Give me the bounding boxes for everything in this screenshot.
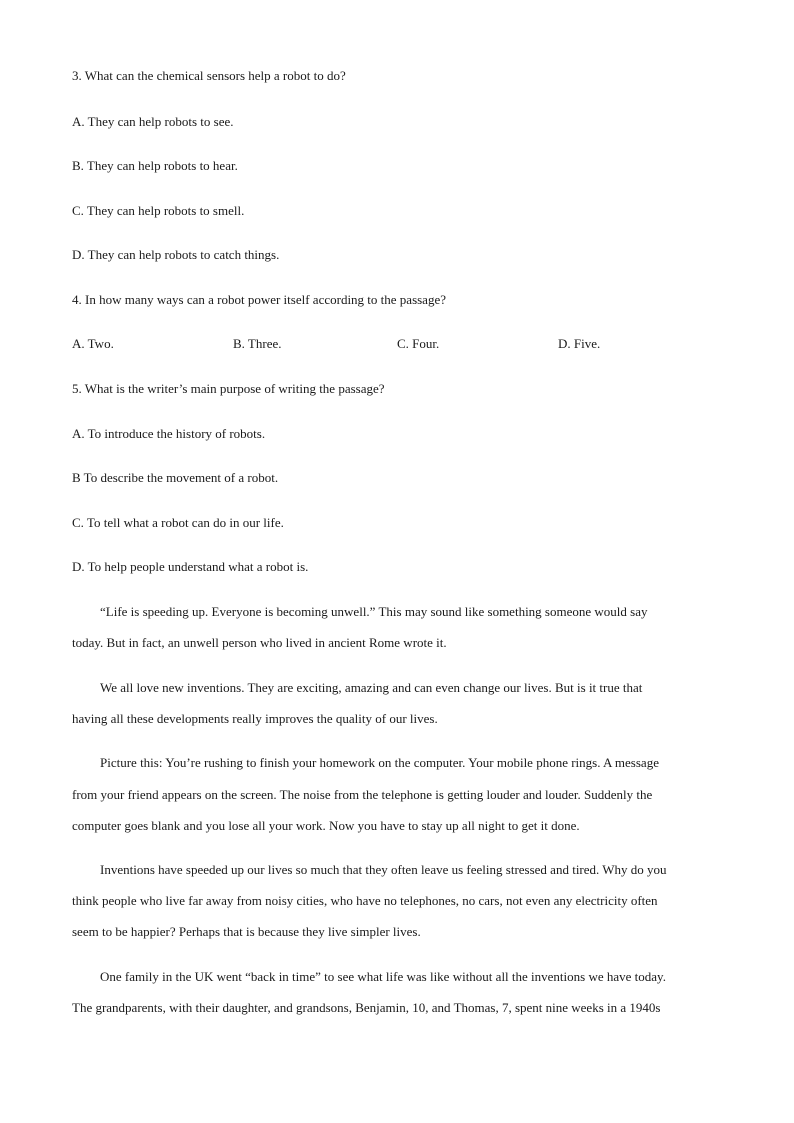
passage-paragraph-1-line-1: “Life is speeding up. Everyone is becoming unwell.” This may sound like something someone would say	[100, 604, 648, 619]
question-5-option-b: B To describe the movement of a robot.	[72, 470, 279, 485]
question-3-stem: 3. What can the chemical sensors help a robot to do?	[72, 68, 346, 83]
passage-paragraph-5-line-2: The grandparents, with their daughter, and grandsons, Benjamin, 10, and Thomas, 7, spent nine weeks in a 1940s	[72, 1000, 661, 1015]
question-5-option-a: A. To introduce the history of robots.	[72, 426, 266, 441]
question-4-option-c: C. Four.	[397, 336, 440, 351]
question-5-stem: 5. What is the writer’s main purpose of writing the passage?	[72, 381, 385, 396]
passage-paragraph-3-line-3: computer goes blank and you lose all your work. Now you have to stay up all night to get it done.	[72, 818, 580, 833]
passage-paragraph-4-line-1: Inventions have speeded up our lives so much that they often leave us feeling stressed and tired. Why do you	[100, 862, 667, 877]
passage-paragraph-5-line-1: One family in the UK went “back in time” to see what life was like without all the inventions we have today.	[100, 969, 666, 984]
question-3-option-b: B. They can help robots to hear.	[72, 158, 238, 173]
passage-paragraph-4-line-2: think people who live far away from noisy cities, who have no telephones, no cars, not even any electricity often	[72, 893, 658, 908]
question-4-options	[0, 336, 794, 352]
question-3-option-a: A. They can help robots to see.	[72, 114, 234, 129]
passage-paragraph-3-line-2: from your friend appears on the screen. The noise from the telephone is getting louder and louder. Suddenly the	[72, 787, 653, 802]
question-4-option-b: B. Three.	[233, 336, 282, 351]
question-4-stem: 4. In how many ways can a robot power itself according to the passage?	[72, 292, 446, 307]
passage-paragraph-1-line-2: today. But in fact, an unwell person who lived in ancient Rome wrote it.	[72, 635, 447, 650]
question-5-option-c: C. To tell what a robot can do in our life.	[72, 515, 284, 530]
passage-paragraph-2-line-1: We all love new inventions. They are exciting, amazing and can even change our lives. But is it true that	[100, 680, 643, 695]
passage-paragraph-3-line-1: Picture this: You’re rushing to finish your homework on the computer. Your mobile phone rings. A message	[100, 755, 659, 770]
question-3-option-c: C. They can help robots to smell.	[72, 203, 245, 218]
question-4-option-d: D. Five.	[558, 336, 601, 351]
question-3-option-d: D. They can help robots to catch things.	[72, 247, 280, 262]
passage-paragraph-2-line-2: having all these developments really improves the quality of our lives.	[72, 711, 438, 726]
question-5-option-d: D. To help people understand what a robot is.	[72, 559, 309, 574]
passage-paragraph-4-line-3: seem to be happier? Perhaps that is because they live simpler lives.	[72, 924, 421, 939]
question-4-option-a: A. Two.	[72, 336, 114, 351]
